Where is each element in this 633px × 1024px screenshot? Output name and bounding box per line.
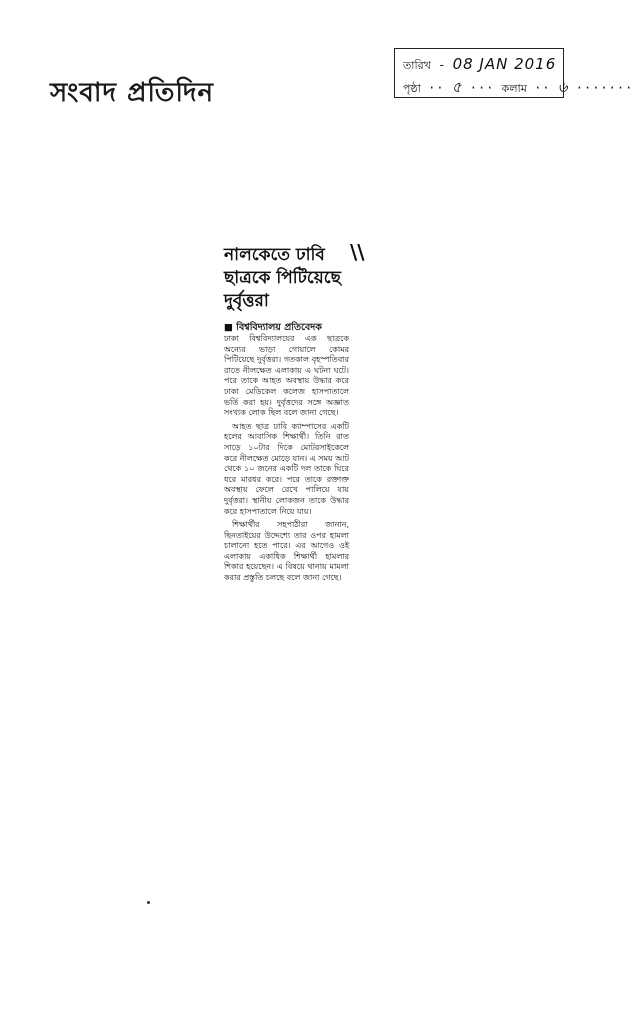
stamp-date-value: 08 JAN 2016 xyxy=(452,55,557,73)
clipping-date-stamp xyxy=(394,48,633,98)
newspaper-masthead: সংবাদ প্রতিদিন xyxy=(50,78,215,108)
headline-line-2: ছাত্রকে পিটিয়েছে xyxy=(224,268,341,288)
article-paragraph: ঢাকা বিশ্ববিদ্যালয়ের এক ছাত্রকে অন্যের ভাড়া গোয়ালে কোমর পিটিয়েছে দুর্বৃত্তরা। গতকাল বৃহস্পতিবার রাতে নীলক্ষেত এলাকায় এ ঘটনা ঘটে। পরে তাকে আহত অবস্থায় উদ্ধার করে ঢাকা মেডিকেল কলেজ হাসপাতালে ভর্তি করা হয়। দুর্বৃত্তদের সঙ্গে অজ্ঞাত সংখ্যক লোক ছিল বলে জানা গেছে। xyxy=(224,334,349,418)
stamp-date-label: তারিখ xyxy=(403,59,431,72)
article-paragraph: শিক্ষার্থীর সহপাঠীরা জানান, ছিনতাইয়ের উদ্দেশ্যে তার ওপর হামলা চালানো হতে পারে। এর আগেও ওই এলাকায় একাধিক শিক্ষার্থী হামলার শিকার হয়েছেন। এ বিষয়ে থানায় মামলা করার প্রস্তুতি চলছে বলে জানা গেছে। xyxy=(224,520,349,583)
headline-line-1: নালকেতে ঢাবি xyxy=(224,245,325,265)
article-byline: ■ বিশ্ববিদ্যালয় প্রতিবেদক xyxy=(224,322,322,333)
stamp-page-value: ৫ xyxy=(451,78,463,96)
stamp-page-label: পৃষ্ঠা xyxy=(403,82,421,95)
stamp-column-label: কলাম xyxy=(501,82,527,95)
scan-speck xyxy=(147,901,150,904)
headline-pen-mark: \\ xyxy=(350,240,365,264)
article-headline xyxy=(224,244,349,313)
news-clipping xyxy=(224,240,365,587)
stamp-date-row: তারিখ - 08 JAN 2016 xyxy=(403,55,557,73)
article-paragraph: আহত ছাত্র ঢাবি ক্যাম্পাসের একটি হলের আবাসিক শিক্ষার্থী। তিনি রাত সাড়ে ১০টার দিকে মোটরসাইকেলে করে নীলক্ষেত মোড়ে যান। এ সময় আট থেকে ১০ জনের একটি দল তাকে ঘিরে ধরে মারধর করে। পরে তাকে রক্তাক্ত অবস্থায় ফেলে রেখে পালিয়ে যায় দুর্বৃত্তরা। স্থানীয় লোকজন তাকে উদ্ধার করে হাসপাতালে নিয়ে যায়। xyxy=(224,421,349,516)
stamp-column-value: ৬ xyxy=(557,78,569,96)
headline-line-3: দুর্বৃত্তরা xyxy=(224,291,269,311)
stamp-page-column-row: পৃষ্ঠা ·· ৫ ··· কলাম ·· ৬ ······· xyxy=(403,78,633,96)
